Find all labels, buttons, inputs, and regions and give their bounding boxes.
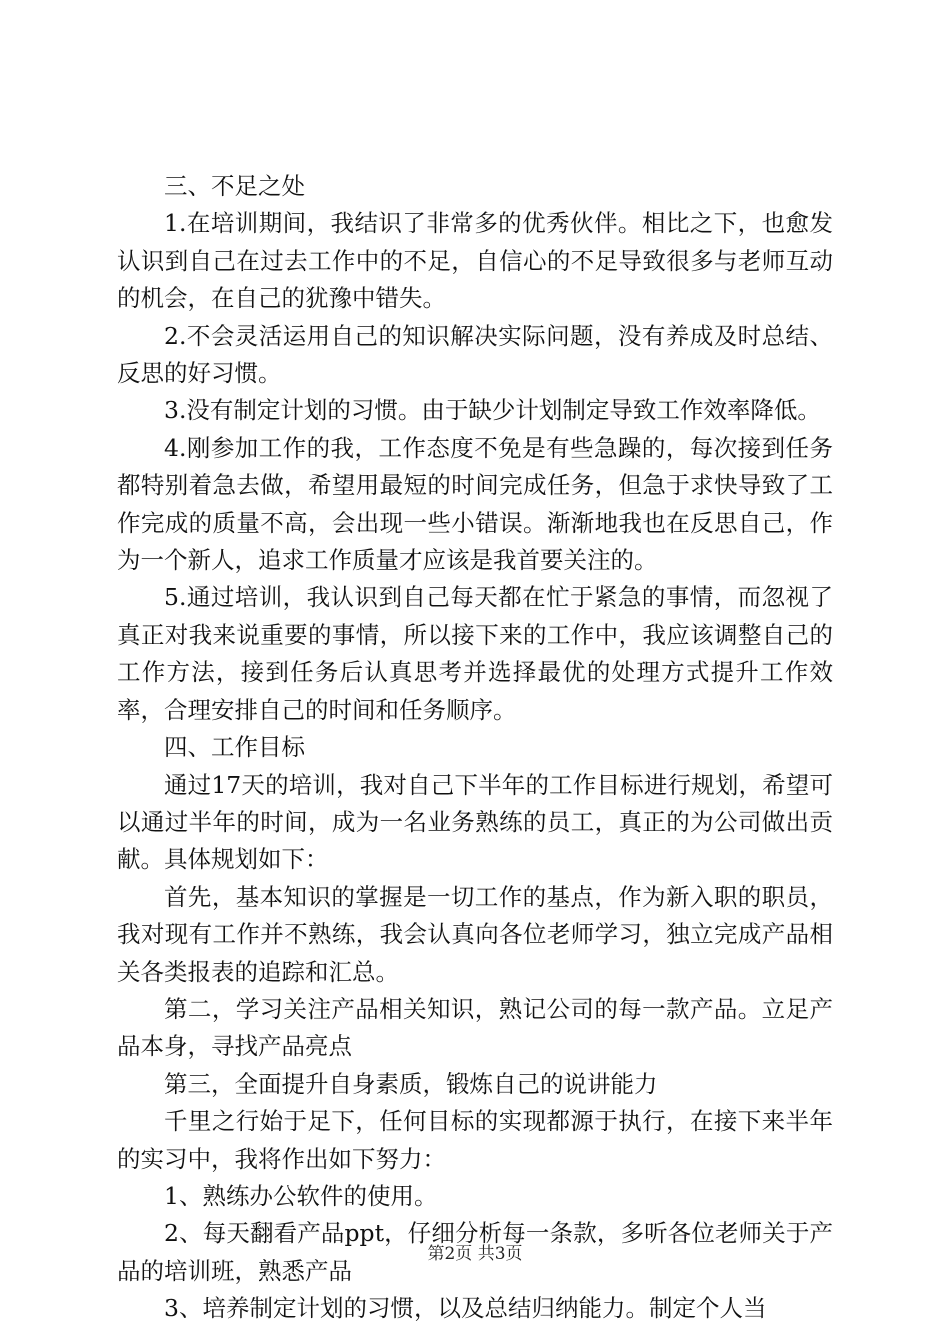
list-item: 1、熟练办公软件的使用。 bbox=[164, 1181, 438, 1210]
list-item: 2、每天翻看产品ppt，仔细分析每一条款，多听各位老师关于产品的培训班，熟悉产品 bbox=[117, 1219, 833, 1285]
paragraph: 5.通过培训，我认识到自己每天都在忙于紧急的事情，而忽视了真正对我来说重要的事情，所以接下来的工作中，我应该调整自己的工作方法，接到任务后认真思考并选择最优的处理方式提升工作效率，合理安排自己的时间和任务顺序。 bbox=[117, 583, 833, 724]
paragraph: 首先，基本知识的掌握是一切工作的基点，作为新入职的职员，我对现有工作并不熟练，我会认真向各位老师学习，独立完成产品相关各类报表的追踪和汇总。 bbox=[117, 882, 833, 986]
paragraph: 第二，学习关注产品相关知识，熟记公司的每一款产品。立足产品本身，寻找产品亮点 bbox=[117, 994, 833, 1061]
paragraph: 2.不会灵活运用自己的知识解决实际问题，没有养成及时总结、反思的好习惯。 bbox=[117, 321, 833, 388]
paragraph: 3.没有制定计划的习惯。由于缺少计划制定导致工作效率降低。 bbox=[164, 396, 821, 425]
paragraph: 1.在培训期间，我结识了非常多的优秀伙伴。相比之下，也愈发认识到自己在过去工作中的不足，自信心的不足导致很多与老师互动的机会，在自己的犹豫中错失。 bbox=[117, 209, 833, 313]
document-body bbox=[117, 168, 833, 1328]
list-item: 3、培养制定计划的习惯，以及总结归纳能力。制定个人当 bbox=[164, 1294, 767, 1323]
paragraph: 千里之行始于足下，任何目标的实现都源于执行，在接下来半年的实习中，我将作出如下努力： bbox=[117, 1107, 833, 1173]
section-heading-shortcomings: 三、不足之处 bbox=[164, 172, 305, 200]
section-heading-work-goals: 四、工作目标 bbox=[164, 733, 305, 762]
paragraph: 第三，全面提升自身素质，锻炼自己的说讲能力 bbox=[164, 1069, 658, 1098]
paragraph: 通过17天的培训，我对自己下半年的工作目标进行规划，希望可以通过半年的时间，成为一名业务熟练的员工，真正的为公司做出贡献。具体规划如下： bbox=[117, 770, 833, 874]
page-footer: 第2页 共3页 bbox=[427, 1244, 523, 1264]
paragraph: 4.刚参加工作的我，工作态度不免是有些急躁的，每次接到任务都特别着急去做，希望用最短的时间完成任务，但急于求快导致了工作完成的质量不高，会出现一些小错误。渐渐地我也在反思自己，作为一个新人，追求工作质量才应该是我首要关注的。 bbox=[117, 433, 833, 575]
